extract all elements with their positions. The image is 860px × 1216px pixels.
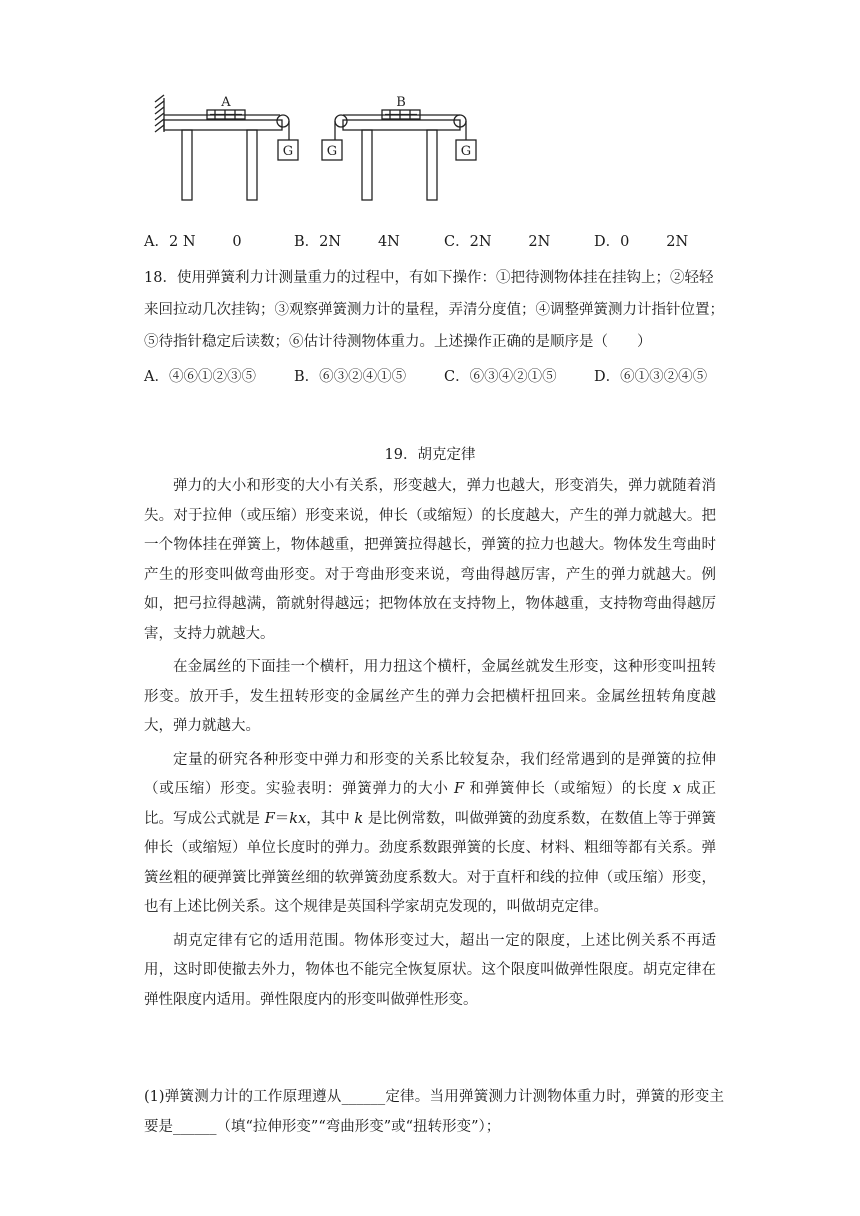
- question-18-stem: 18．使用弹簧利力计测量重力的过程中，有如下操作：①把待测物体挂在挂钩上；②轻轻来回拉动几次挂钩；③观察弹簧测力计的量程，弄清分度值；④调整弹簧测力计指针位置；⑤待指针稳定后读数；⑥估计待测物体重力。上述操作正确的是顺序是（ ）: [144, 270, 724, 350]
- table-right-leg: [427, 130, 437, 200]
- weight-label: G: [460, 144, 472, 159]
- weight-label: G: [326, 144, 338, 159]
- paragraph: 在金属丝的下面挂一个横杆，用力扭这个横杆，金属丝就发生形变，这种形变叫扭转形变。放开手，发生扭转形变的金属丝产生的弹力会把横杆扭回来。金属丝扭转角度越大，弹力就越大。: [144, 659, 716, 734]
- table-right-top: [343, 120, 460, 130]
- q17-option-c: C．2N 2N: [444, 234, 551, 250]
- pulley-icon: [335, 115, 347, 127]
- label-b: B: [396, 95, 406, 110]
- q18-option-a: A．④⑥①②③⑤: [144, 369, 256, 385]
- table-right-leg: [362, 130, 372, 200]
- paragraph: 定量的研究各种形变中弹力和形变的关系比较复杂，我们经常遇到的是弹簧的拉伸（或压缩）形变。实验表明：弹簧弹力的大小 F 和弹簧伸长（或缩短）的长度 x 成正比。写成公式就是 F＝kx，其中 k 是比例常数，叫做弹簧的劲度系数，在数值上等于弹簧伸长（或缩短）单位长度时的弹力。劲度系数跟弹簧的长度、材料、粗细等都有关系。弹簧丝粗的硬弹簧比弹簧丝细的软弹簧劲度系数大。对于直杆和线的拉伸（或压缩）形变，也有上述比例关系。这个规律是英国科学家胡克发现的，叫做胡克定律。: [144, 751, 717, 915]
- table-left-leg: [247, 130, 257, 200]
- paragraph: 弹力的大小和形变的大小有关系，形变越大，弹力也越大，形变消失，弹力就随着消失。对于拉伸（或压缩）形变来说，伸长（或缩短）的长度越大，产生的弹力就越大。把一个物体挂在弹簧上，物体越重，把弹簧拉得越长，弹簧的拉力也越大。物体发生弯曲时产生的形变叫做弯曲形变。对于弯曲形变来说，弯曲得越厉害，产生的弹力就越大。例如，把弓拉得越满，箭就射得越远；把物体放在支持物上，物体越重，支持物弯曲得越厉害，支持力就越大。: [144, 478, 716, 642]
- table-left-top: [164, 120, 282, 130]
- sub-question-1: (1)弹簧测力计的工作原理遵从______定律。当用弹簧测力计测物体重力时，弹簧的形变主要是______（填“拉伸形变”“弯曲形变”或“扭转形变”）；: [144, 1089, 724, 1135]
- q18-option-d: D．⑥①③②④⑤: [594, 369, 708, 385]
- label-a: A: [221, 95, 231, 110]
- weight-label: G: [282, 144, 294, 159]
- q18-option-c: C．⑥③④②①⑤: [444, 369, 557, 385]
- q17-option-b: B．2N 4N: [294, 234, 400, 250]
- q17-option-a: A．2 N 0: [144, 234, 242, 250]
- paragraph: 胡克定律有它的适用范围。物体形变过大，超出一定的限度，上述比例关系不再适用，这时即使撤去外力，物体也不能完全恢复原状。这个限度叫做弹性限度。胡克定律在弹性限度内适用。弹性限度内的形变叫做弹性形变。: [144, 932, 716, 1008]
- q17-option-d: D．0 2N: [594, 234, 689, 250]
- section-title: 19．胡克定律: [384, 447, 476, 463]
- spring-scale-figure: [150, 90, 480, 205]
- article-body: [144, 472, 716, 1019]
- pulley-icon: [277, 115, 289, 127]
- table-left-leg: [182, 130, 192, 200]
- q18-option-b: B．⑥③②④①⑤: [294, 369, 407, 385]
